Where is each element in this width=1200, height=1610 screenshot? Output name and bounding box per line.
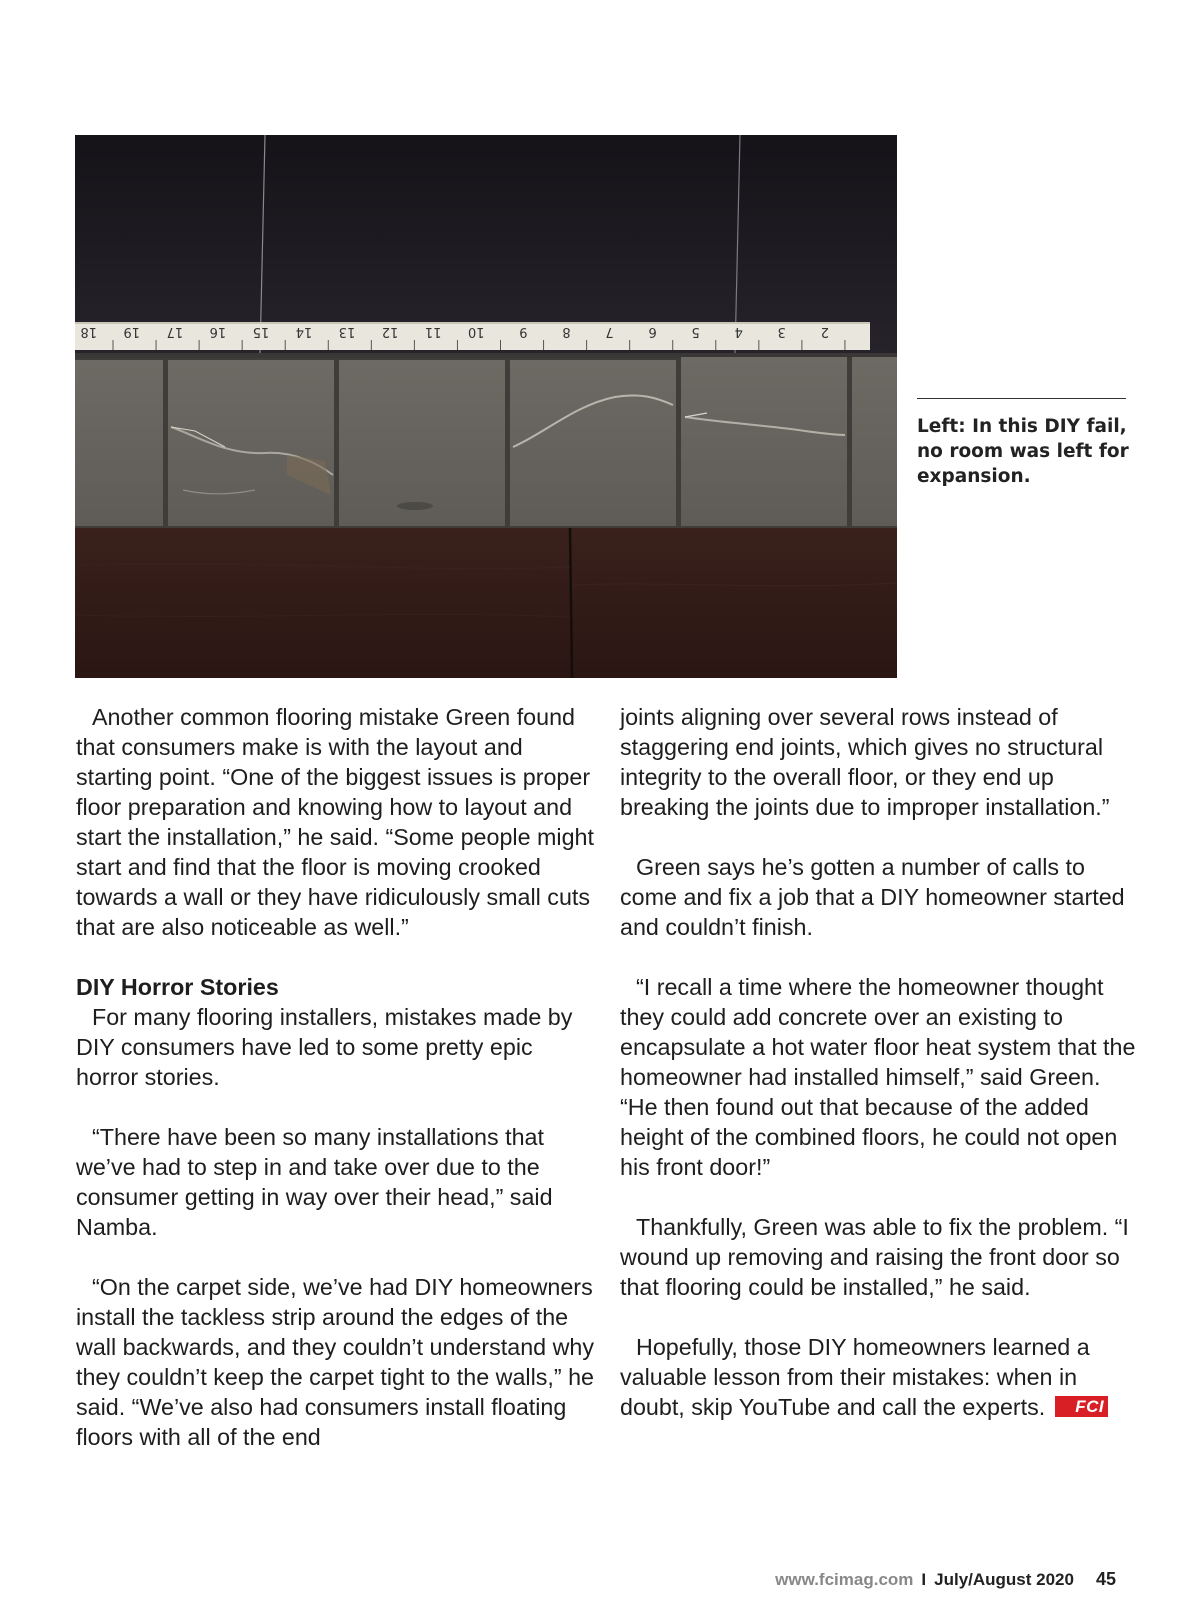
right-paragraph-2: Green says he’s gotten a number of calls to come and fix a job that a DIY homeowner started and couldn’t finish. (620, 854, 1125, 940)
section-heading: DIY Horror Stories (76, 974, 279, 1000)
ruler-number: 13 (338, 324, 356, 339)
left-paragraph-2: For many flooring installers, mistakes made by DIY consumers have led to some pretty epic horror stories. (76, 1004, 573, 1090)
footer-issue: July/August 2020 (934, 1570, 1074, 1589)
page-footer (775, 1569, 1116, 1590)
photo-caption: Left: In this DIY fail, no room was left for expansion. (917, 416, 1129, 487)
footer-separator: I (921, 1570, 927, 1589)
page-number: 45 (1095, 1569, 1116, 1589)
right-paragraph-5 (620, 1332, 1140, 1422)
right-paragraph-4: Thankfully, Green was able to fix the problem. “I wound up removing and raising the front door so that flooring could be installed,” he said. (620, 1214, 1129, 1300)
ruler-number: 11 (424, 324, 442, 339)
caption-rule (917, 398, 1126, 399)
ruler-number: 19 (123, 324, 141, 339)
ruler-number: 12 (381, 324, 399, 339)
ruler-number: 3 (777, 324, 786, 339)
ruler-number: 4 (734, 324, 743, 339)
ruler-number: 2 (820, 324, 829, 339)
ruler-number: 18 (80, 324, 97, 339)
fci-end-badge: FCI (1055, 1396, 1108, 1417)
article-photo (75, 135, 897, 678)
ruler-number: 14 (295, 324, 313, 339)
cracked-tile-image (75, 135, 897, 678)
left-paragraph-1: Another common flooring mistake Green found that consumers make is with the layout and starting point. “One of the biggest issues is proper floor preparation and knowing how to layout and start the installation,” he said. “Some people might start and find that the floor is moving crooked towards a wall or they have ridiculously small cuts that are also noticeable as well.” (76, 704, 594, 940)
ruler-number: 8 (562, 324, 571, 339)
ruler-number: 6 (648, 324, 657, 339)
right-paragraph-1: joints aligning over several rows instead of staggering end joints, which gives no structural integrity to the overall floor, or they end up breaking the joints due to improper installation.” (620, 704, 1110, 820)
ruler-number: 7 (605, 324, 614, 339)
ruler-number: 15 (252, 324, 270, 339)
ruler-number: 17 (166, 324, 184, 339)
footer-url[interactable]: www.fcimag.com (775, 1570, 914, 1589)
left-column (76, 702, 596, 1452)
ruler-number: 5 (691, 324, 700, 339)
ruler-graphic (75, 322, 870, 350)
right-paragraph-3: “I recall a time where the homeowner thought they could add concrete over an existing to encapsulate a hot water floor heat system that the homeowner had installed himself,” said Green. “He then found out that because of the added height of the combined floors, he could not open his front door!” (620, 974, 1136, 1180)
left-paragraph-4: “On the carpet side, we’ve had DIY homeowners install the tackless strip around the edges of the wall backwards, and they couldn’t understand why they couldn’t keep the carpet tight to the walls,” he said. “We’ve also had consumers install floating floors with all of the end (76, 1274, 595, 1450)
ruler-number: 9 (519, 324, 528, 339)
ruler-number: 16 (209, 324, 227, 339)
ruler-number: 10 (467, 324, 485, 339)
right-column (620, 702, 1140, 1422)
left-paragraph-3: “There have been so many installations that we’ve had to step in and take over due to the consumer getting in way over their head,” said Namba. (76, 1124, 553, 1240)
closing-text: Hopefully, those DIY homeowners learned a valuable lesson from their mistakes: when in doubt, skip YouTube and call the experts. (620, 1334, 1090, 1420)
